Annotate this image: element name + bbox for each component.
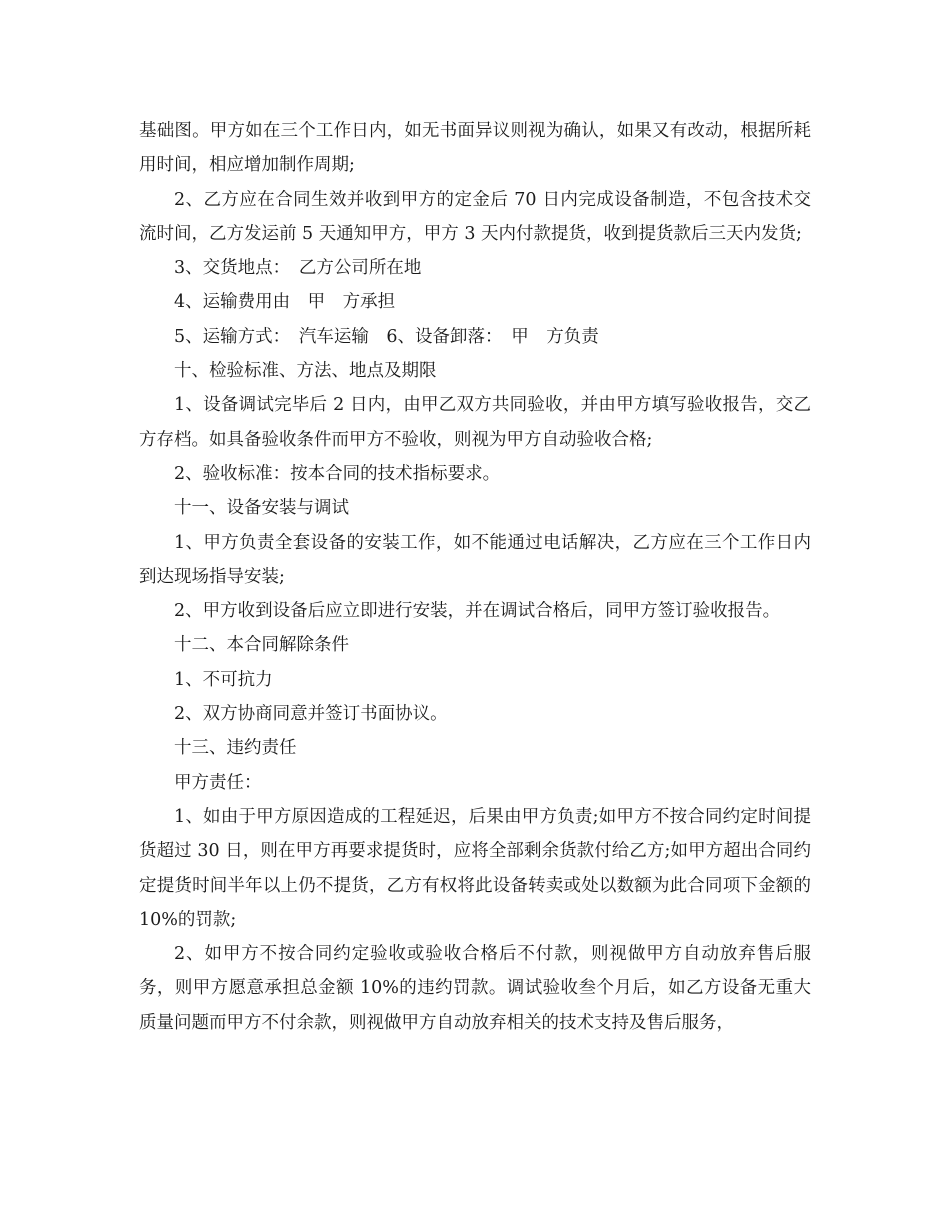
paragraph: 2、验收标准：按本合同的技术指标要求。 — [174, 463, 501, 484]
paragraph: 1、甲方负责全套设备的安装工作，如不能通过电话解决，乙方应在三个工作日内到达现场指导安装; — [139, 532, 811, 587]
paragraph: 1、如由于甲方原因造成的工程延迟，后果由甲方负责;如甲方不按合同约定时间提货超过 30 日，则在甲方再要求提货时，应将全部剩余货款付给乙方;如甲方超出合同约定提货时间半年以上仍不提货，乙方有权将此设备转卖或处以数额为此合同项下金额的 10%的罚款; — [139, 806, 811, 930]
paragraph: 甲方责任： — [174, 772, 262, 793]
paragraph: 4、运输费用由 甲 方承担 — [174, 292, 396, 313]
paragraph: 1、不可抗力 — [174, 669, 273, 690]
paragraph: 十一、设备安装与调试 — [174, 498, 349, 519]
paragraph: 1、设备调试完毕后 2 日内，由甲乙双方共同验收，并由甲方填写验收报告，交乙方存档。如具备验收条件而甲方不验收，则视为甲方自动验收合格; — [139, 395, 811, 450]
paragraph: 2、双方协商同意并签订书面协议。 — [174, 704, 448, 725]
paragraph: 2、乙方应在合同生效并收到甲方的定金后 70 日内完成设备制造，不包含技术交流时间，乙方发运前 5 天通知甲方，甲方 3 天内付款提货，收到提货款后三天内发货; — [139, 189, 811, 244]
paragraph: 十三、违约责任 — [174, 738, 297, 759]
document-body — [139, 114, 811, 1040]
paragraph: 5、运输方式： 汽车运输 6、设备卸落： 甲 方负责 — [174, 326, 599, 347]
paragraph: 十二、本合同解除条件 — [174, 635, 349, 656]
paragraph: 3、交货地点： 乙方公司所在地 — [174, 258, 422, 279]
paragraph: 2、如甲方不按合同约定验收或验收合格后不付款，则视做甲方自动放弃售后服务，则甲方愿意承担总金额 10%的违约罚款。调试验收叁个月后，如乙方设备无重大质量问题而甲方不付余款，则视做甲方自动放弃相关的技术支持及售后服务， — [139, 944, 811, 1033]
paragraph: 十、检验标准、方法、地点及期限 — [174, 361, 437, 382]
paragraph: 基础图。甲方如在三个工作日内，如无书面异议则视为确认，如果又有改动，根据所耗用时间，相应增加制作周期; — [139, 121, 811, 176]
paragraph: 2、甲方收到设备后应立即进行安装，并在调试合格后，同甲方签订验收报告。 — [174, 601, 781, 622]
